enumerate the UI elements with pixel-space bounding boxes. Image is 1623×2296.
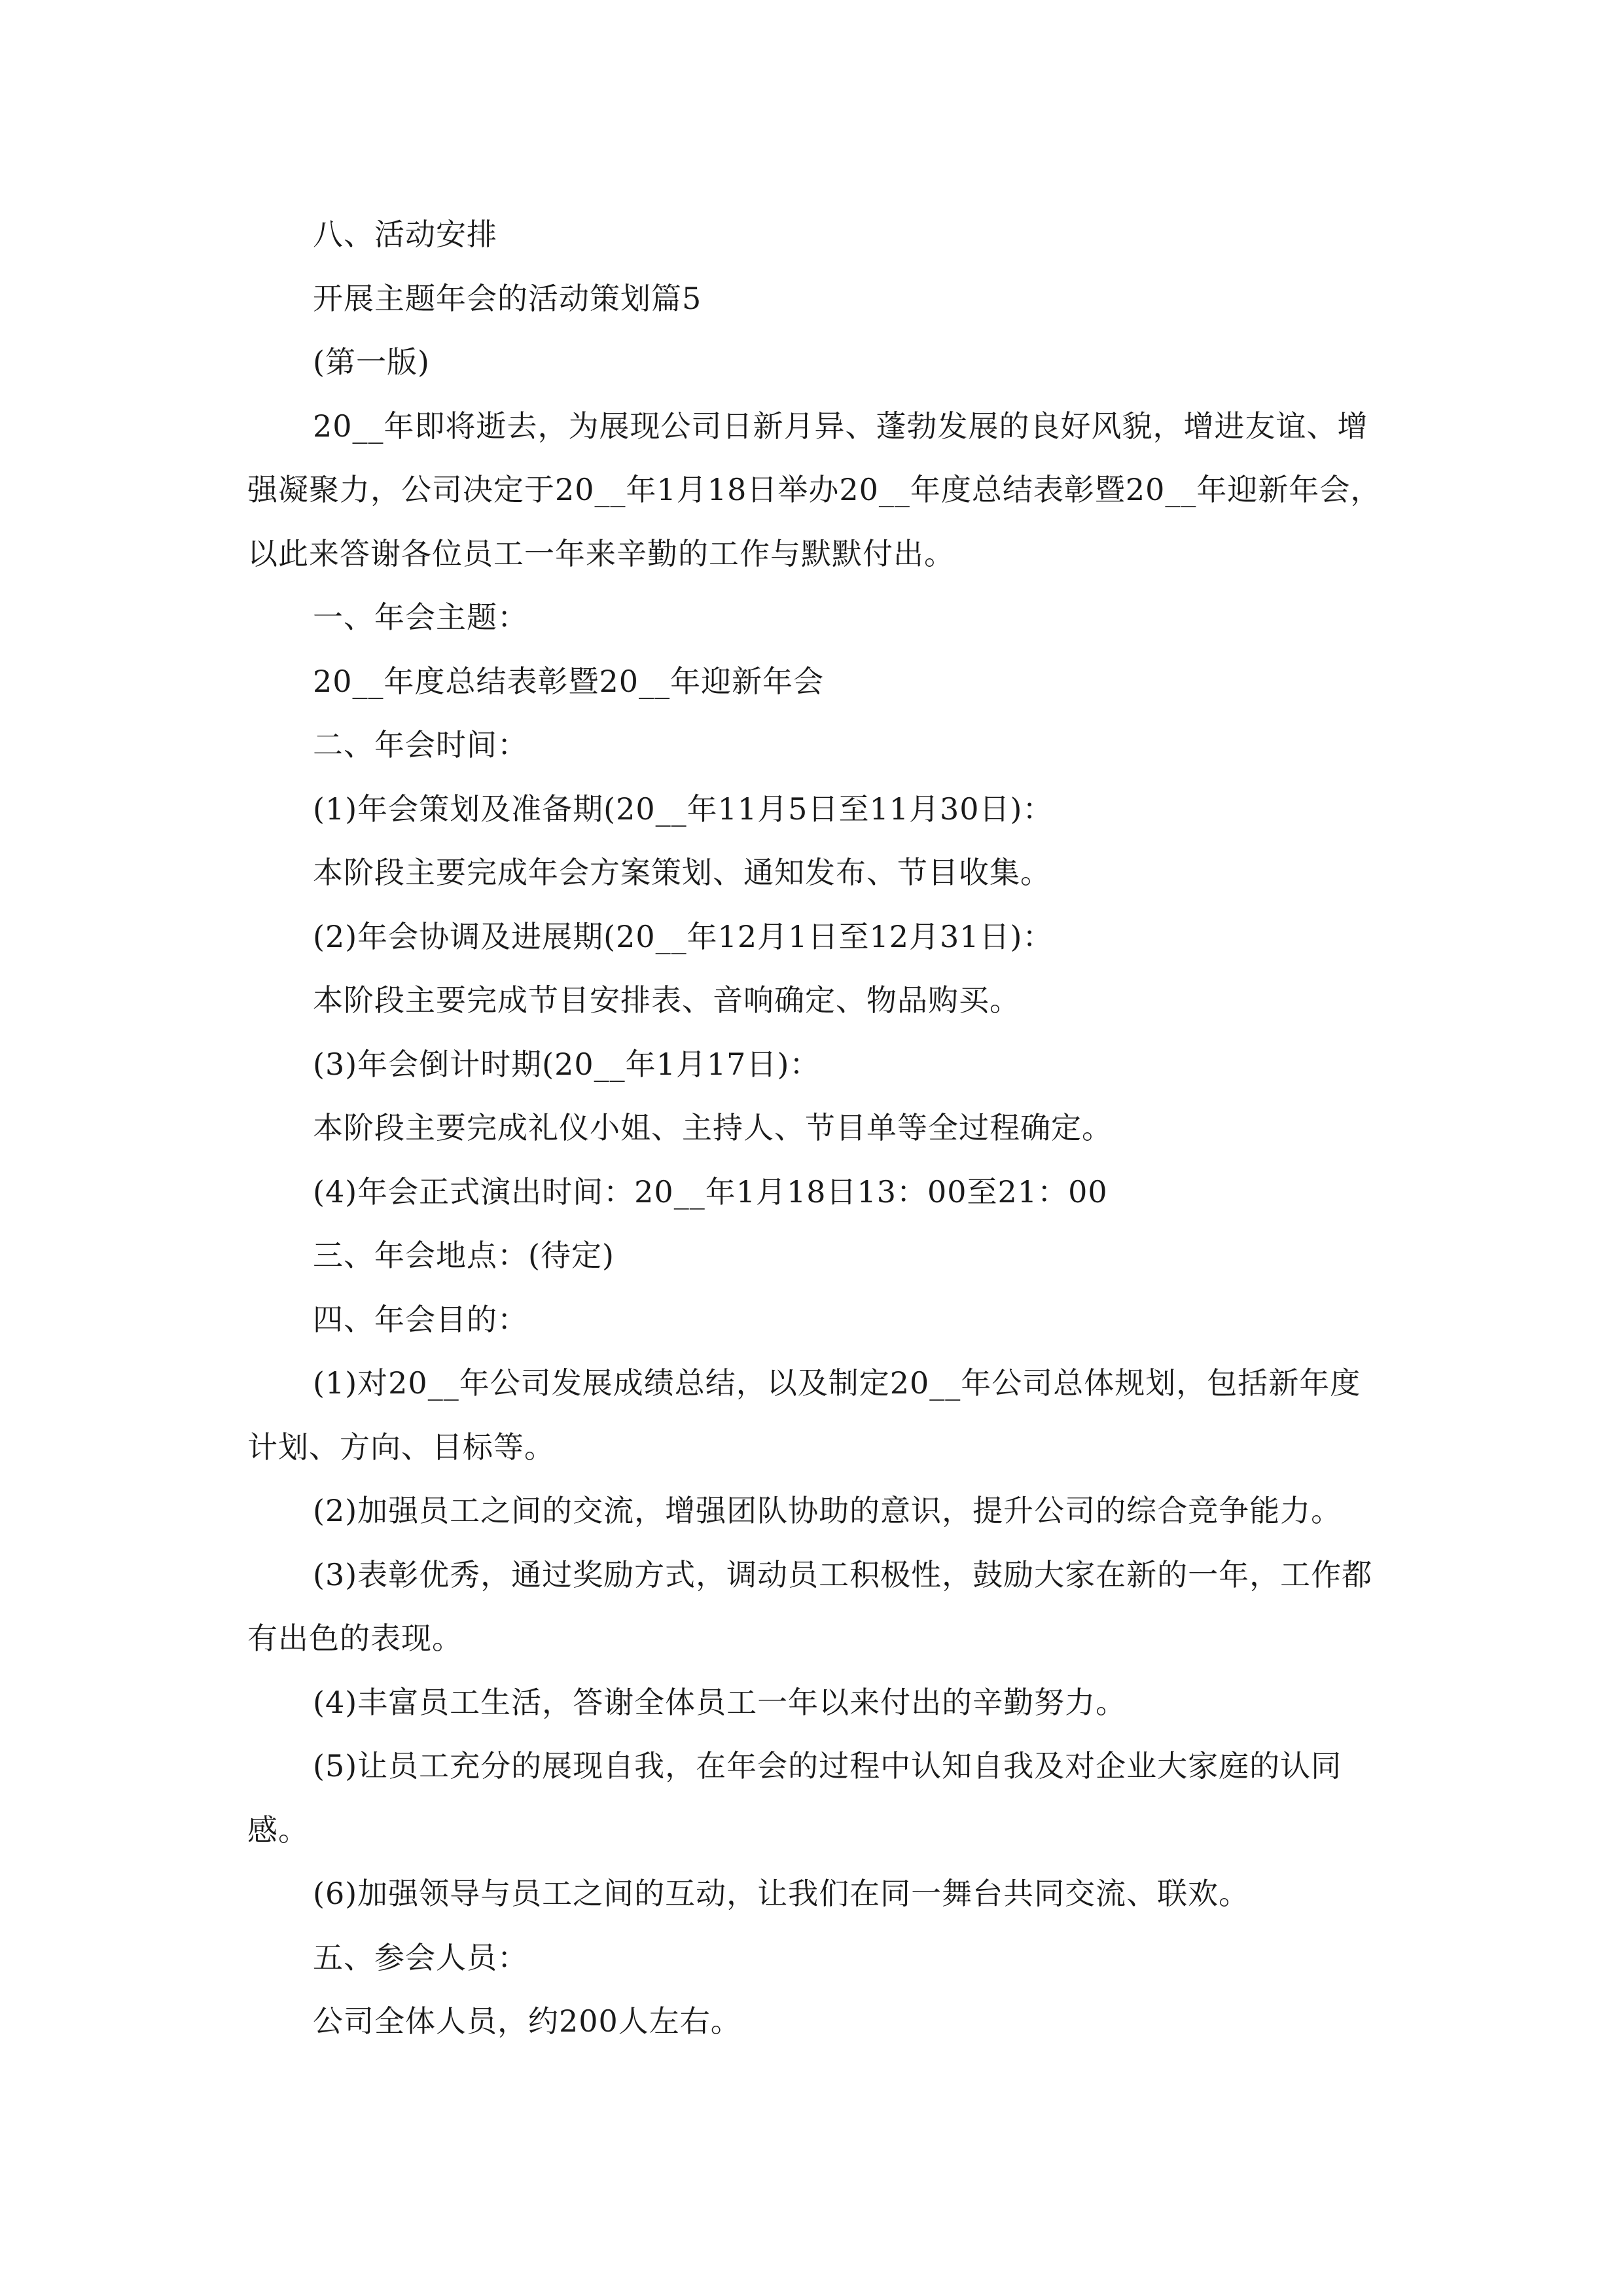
section-heading: 八、活动安排: [313, 217, 497, 252]
section-heading: 五、参会人员：: [313, 1939, 528, 1975]
body-paragraph: 本阶段主要完成年会方案策划、通知发布、节目收集。: [313, 855, 1051, 890]
list-item: (2)年会协调及进展期(20__年12月1日至12月31日)：: [313, 918, 1054, 954]
section-heading: 一、年会主题：: [313, 600, 528, 635]
list-item: (2)加强员工之间的交流，增强团队协助的意识，提升公司的综合竞争能力。: [313, 1493, 1342, 1528]
section-heading: 二、年会时间：: [313, 727, 528, 762]
section-heading: 三、年会地点：(待定): [313, 1238, 615, 1273]
body-paragraph: 20__年度总结表彰暨20__年迎新年会: [313, 663, 825, 699]
list-item: (4)年会正式演出时间：20__年1月18日13：00至21：00: [313, 1174, 1108, 1210]
version-label: (第一版): [313, 344, 430, 380]
intro-paragraph: 20__年即将逝去，为展现公司日新月异、蓬勃发展的良好风貌，增进友谊、增强凝聚力，公司决定于20__年1月18日举办20__年度总结表彰暨20__年迎新年会，以此来答谢各位员工一年来辛勤的工作与默默付出。: [247, 408, 1382, 571]
section-heading: 四、年会目的：: [313, 1301, 528, 1337]
body-paragraph: 本阶段主要完成礼仪小姐、主持人、节目单等全过程确定。: [313, 1110, 1113, 1145]
list-item: (5)让员工充分的展现自我，在年会的过程中认知自我及对企业大家庭的认同感。: [247, 1748, 1342, 1848]
list-item: (1)对20__年公司发展成绩总结，以及制定20__年公司总体规划，包括新年度计划、方向、目标等。: [247, 1365, 1361, 1465]
body-paragraph: 公司全体人员，约200人左右。: [313, 2003, 741, 2039]
body-paragraph: 本阶段主要完成节目安排表、音响确定、物品购买。: [313, 982, 1020, 1018]
document-title: 开展主题年会的活动策划篇5: [313, 280, 702, 316]
document-body: [247, 203, 1386, 2054]
list-item: (4)丰富员工生活，答谢全体员工一年以来付出的辛勤努力。: [313, 1684, 1127, 1720]
list-item: (3)年会倒计时期(20__年1月17日)：: [313, 1046, 821, 1082]
list-item: (6)加强领导与员工之间的互动，让我们在同一舞台共同交流、联欢。: [313, 1876, 1250, 1911]
list-item: (1)年会策划及准备期(20__年11月5日至11月30日)：: [313, 791, 1054, 827]
list-item: (3)表彰优秀，通过奖励方式，调动员工积极性，鼓励大家在新的一年，工作都有出色的表现。: [247, 1556, 1373, 1656]
